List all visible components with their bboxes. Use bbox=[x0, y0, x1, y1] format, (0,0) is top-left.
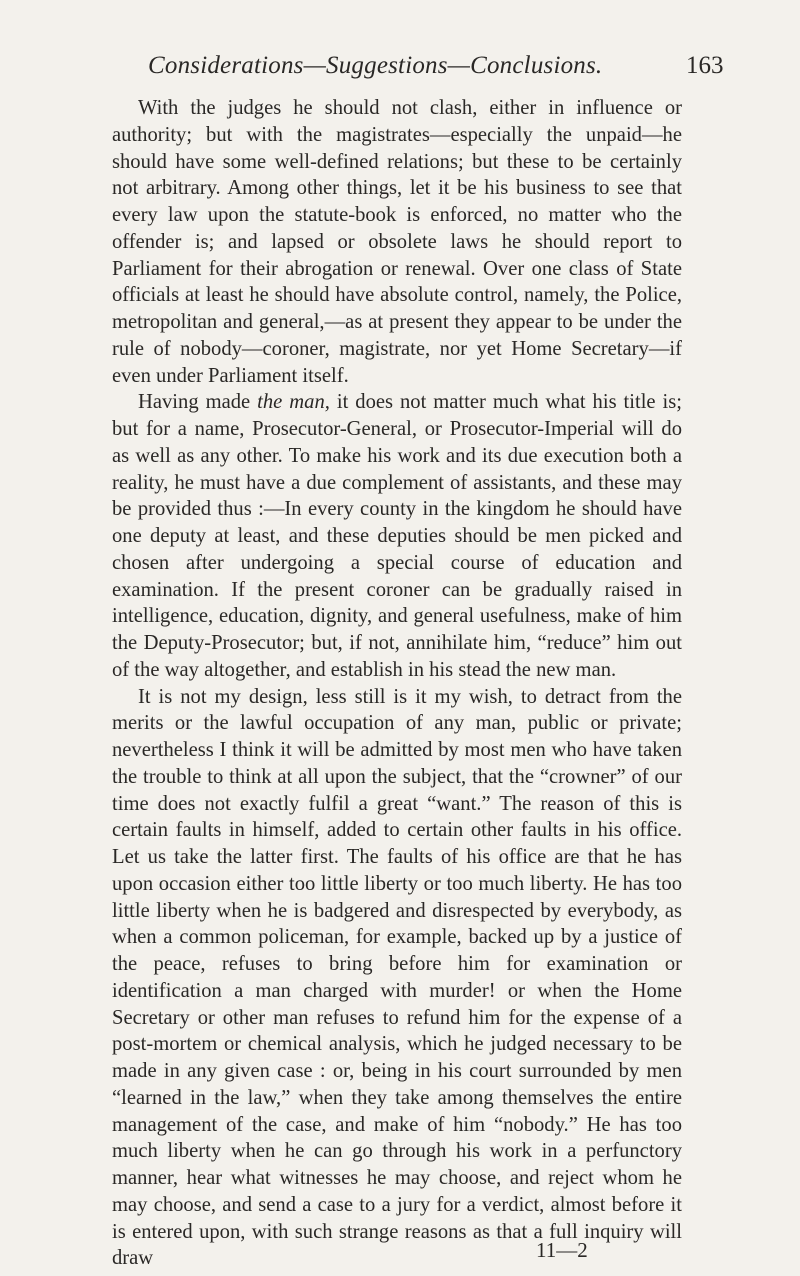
paragraph-prosecutor-general bbox=[112, 389, 682, 683]
running-title: Considerations—Suggestions—Conclusions. bbox=[148, 52, 603, 79]
paragraph-text: With the judges he should not clash, either in influence or authority; but with the magistrates—especially the unpaid—he should have some well-defined relations; but these to be certainly not arbitrary. Among other things, let it be his business to see that every law upon the statute-book is enforced, no matter who the offender is; and lapsed or obsolete laws he should report to Parliament for their abrogation or renewal. Over one class of State officials at least he should have absolute control, namely, the Police, metropolitan and general,—as at present they appear to be under the rule of nobody—coroner, magistrate, nor yet Home Secretary—if even under Parliament itself. bbox=[112, 97, 682, 387]
paragraph-text: It is not my design, less still is it my wish, to detract from the merits or the lawful occupation of any man, public or private; nevertheless I think it will be admitted by most men who have taken the trouble to think at all upon the subject, that the “crowner” of our time does not exactly fulfil a great “want.” The reason of this is certain faults in himself, added to certain other faults in his office. Let us take the latter first. The faults of his office are that he has upon occasion either too little liberty or too much liberty. He has too little liberty when he is badgered and disrespected by everybody, as when a common policeman, for example, backed up by a justice of the peace, refuses to bring before him for examination or identification a man charged with murder! or when the Home Secretary or other man refuses to refund him for the expense of a post-mortem or chemical analysis, which he judged necessary to be made in any given case : or, being in his court surrounded by men “learned in the law,” when they take among themselves the entire management of the case, and make of him “nobody.” He has too much liberty when he can go through his work in a perfunctory manner, hear what witnesses he may choose, and reject whom he may choose, and send a case to a jury for a verdict, almost before it is entered upon, with such strange reasons as that a full inquiry will draw bbox=[112, 685, 682, 1270]
paragraph-text: it does not matter much what his title is; but for a name, Prosecutor-General, or Prosecutor-Imperial will do as well as any other. To make his work and its due execution both a reality, he must have a due complement of assistants, and these may be provided thus :—In every county in the kingdom he should have one deputy at least, and these deputies should be men picked and chosen after undergoing a special course of education and examination. If the present coroner can be gradually raised in intelligence, education, dignity, and general usefulness, make of him the Deputy-Prosecutor; but, if not, annihilate him, “reduce” him out of the way altogether, and establish in his stead the new man. bbox=[112, 391, 682, 681]
paragraph-text: Having made bbox=[138, 391, 258, 414]
italic-phrase: the man, bbox=[257, 391, 330, 414]
running-head bbox=[0, 40, 800, 90]
signature-mark: 11—2 bbox=[536, 1238, 588, 1262]
paragraph-judges-magistrates bbox=[112, 95, 682, 389]
paragraph-crowner-faults bbox=[112, 684, 682, 1273]
page-number: 163 bbox=[686, 52, 724, 79]
body-text bbox=[112, 95, 682, 1272]
